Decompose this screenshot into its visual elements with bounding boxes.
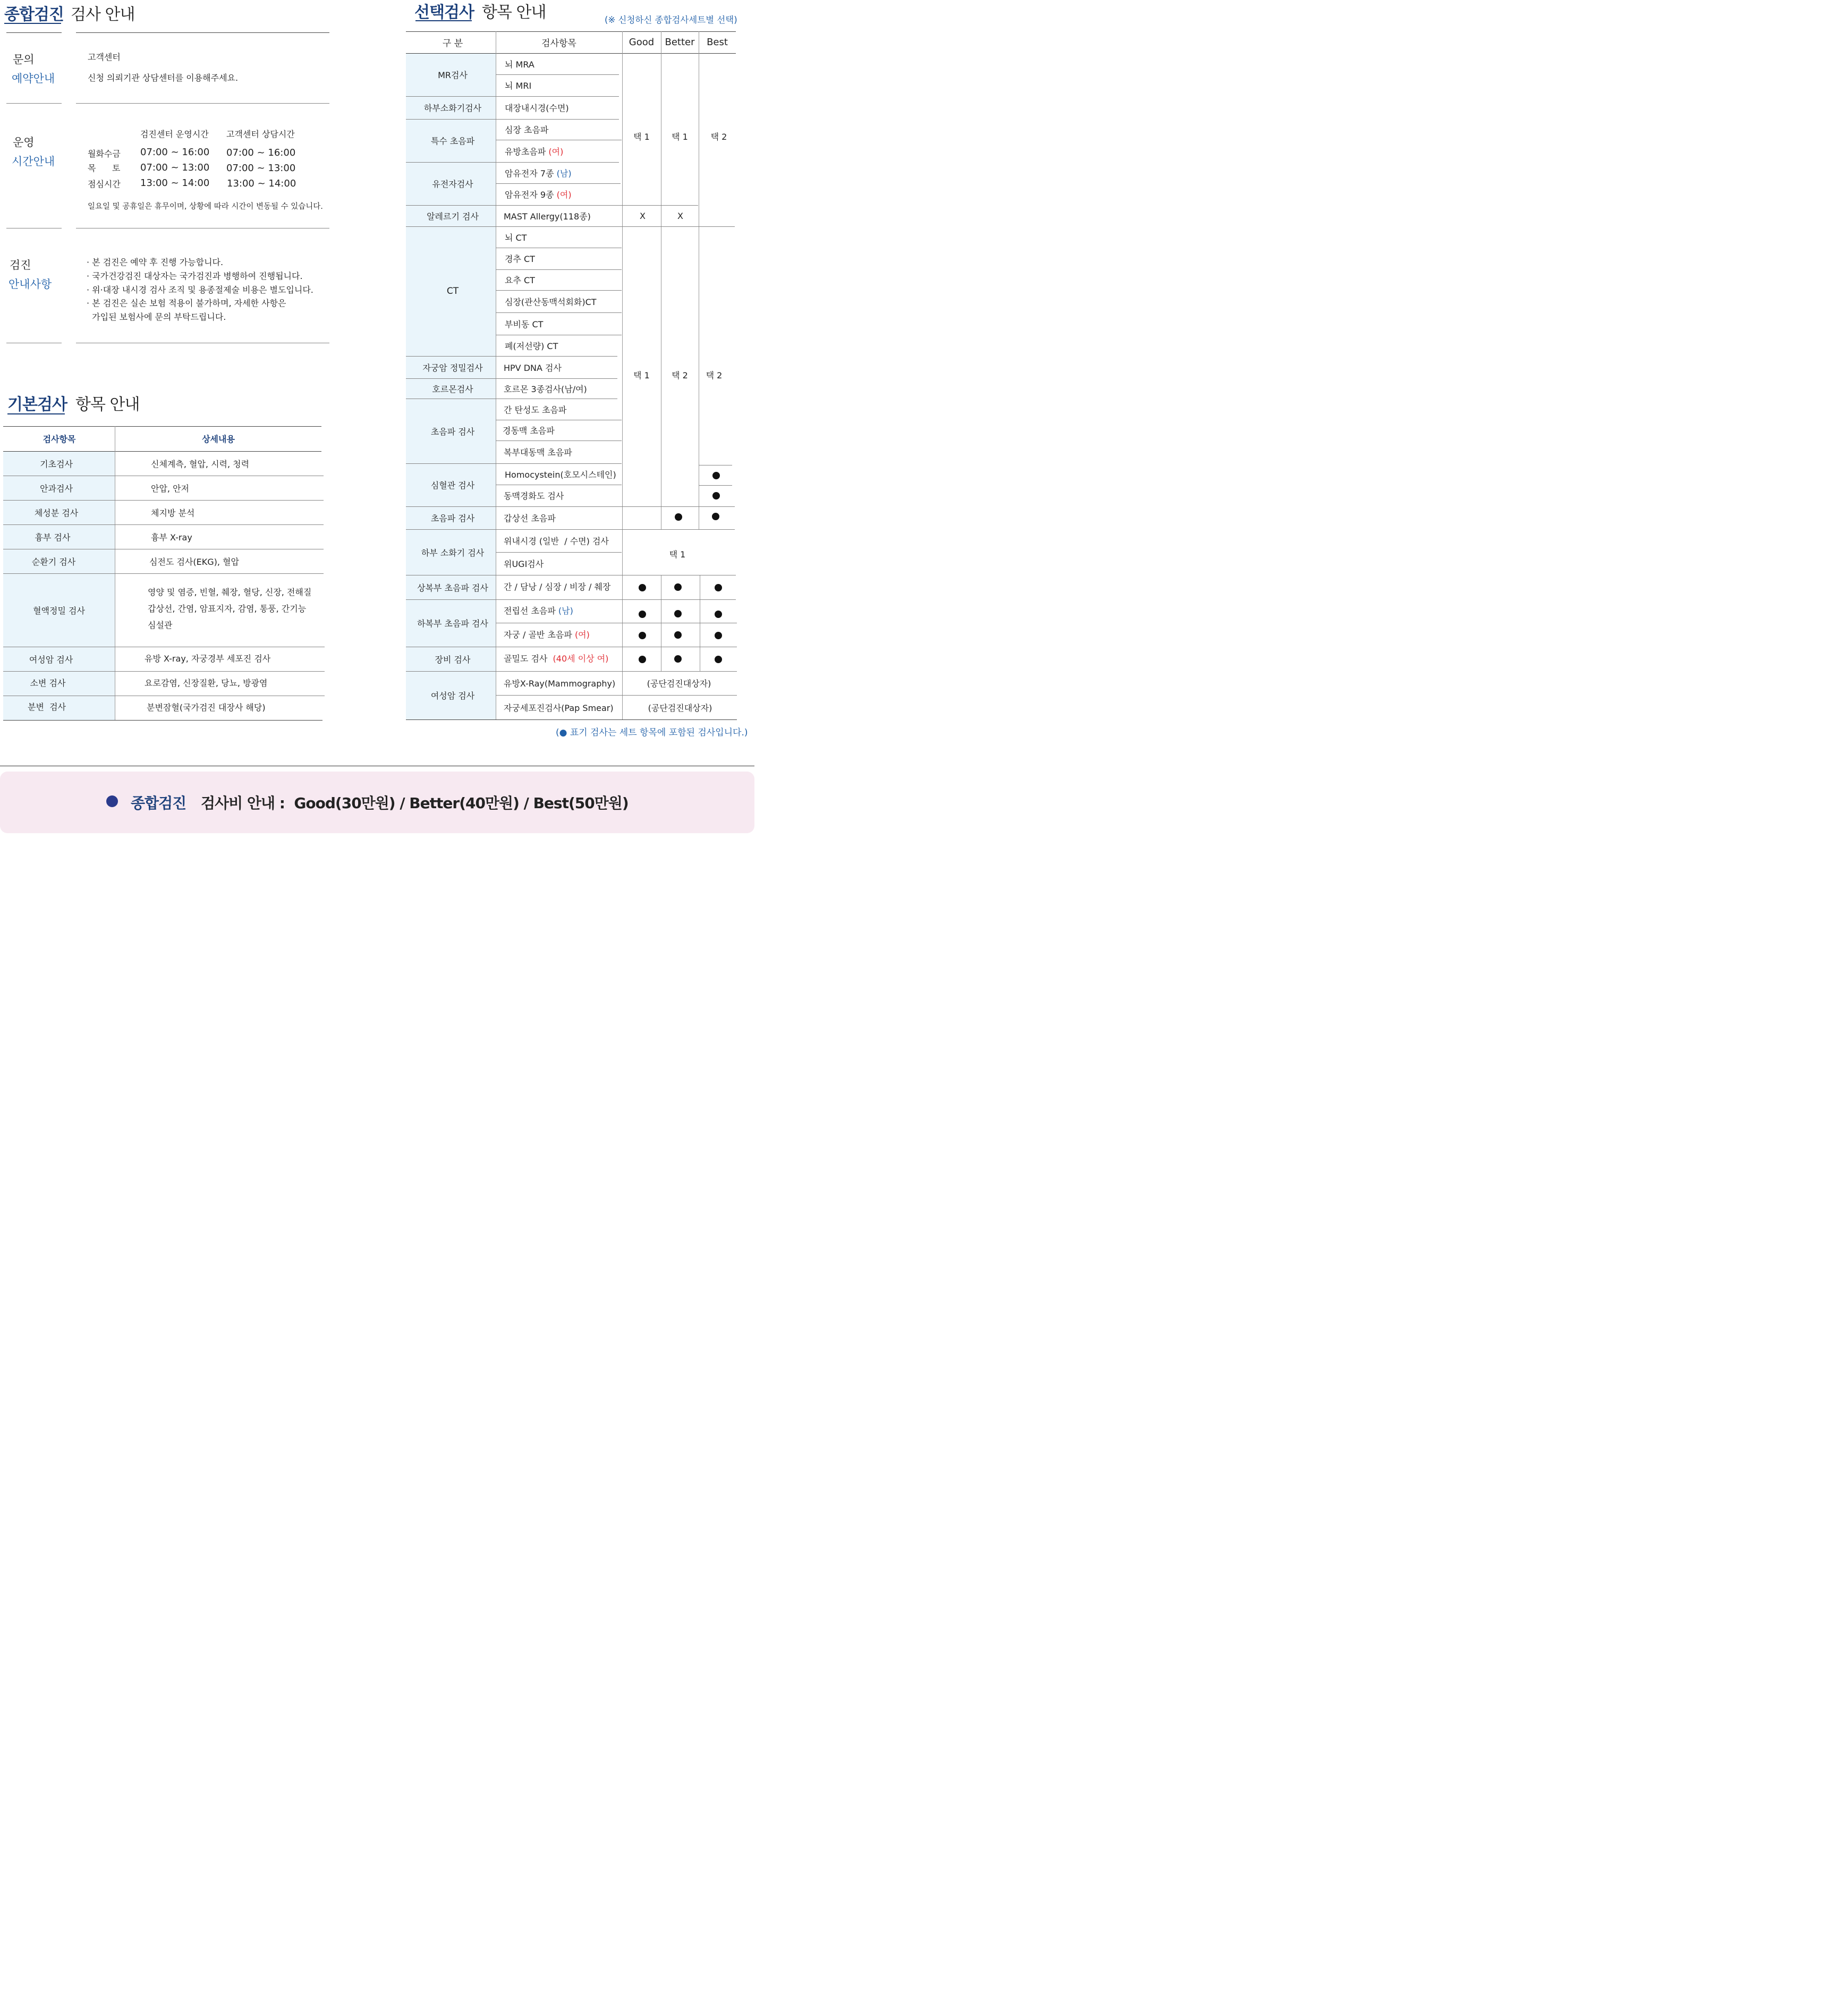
hours-value: 07:00 ~ 13:00 <box>140 162 210 173</box>
footer-title: 종합검진 <box>131 794 186 812</box>
optional-item <box>504 599 573 621</box>
hours-day: 점심시간 <box>88 179 121 189</box>
choice-good: 택 1 <box>633 131 650 142</box>
optional-item <box>505 162 572 183</box>
optional-category: 하부소화기검사 <box>423 103 482 113</box>
choice-public: (공단검진대상자) <box>647 679 711 689</box>
table-rule <box>699 485 732 486</box>
basic-row-detail: 심설관 <box>148 620 173 630</box>
included-dot <box>674 583 682 591</box>
age-tag: (40세 이상 여) <box>553 653 609 664</box>
choice-all: 택 1 <box>669 549 686 560</box>
included-dot <box>715 611 722 618</box>
optional-category: MR검사 <box>438 70 468 80</box>
included-dot <box>674 610 682 617</box>
included-dot <box>674 631 682 639</box>
included-dot <box>715 584 722 591</box>
included-dot <box>674 655 682 663</box>
gender-tag: (여) <box>574 629 590 640</box>
optional-item: 간 탄성도 초음파 <box>504 404 567 415</box>
hours-col-1: 검진센터 운영시간 <box>140 129 209 139</box>
optional-item: 폐(저선량) CT <box>505 341 558 351</box>
notice-line: · 위·대장 내시경 검사 조직 및 용종절제술 비용은 별도입니다. <box>87 285 313 295</box>
included-dot <box>675 513 682 521</box>
divider <box>76 103 329 104</box>
optional-item: 경동맥 초음파 <box>503 426 555 436</box>
optional-subtitle: 항목 안내 <box>482 3 546 22</box>
inquiry-label-2: 예약안내 <box>12 72 55 85</box>
choice-best: 택 2 <box>706 370 723 380</box>
optional-category: 하부 소화기 검사 <box>421 547 485 558</box>
optional-category: 특수 초음파 <box>430 136 475 146</box>
optional-item: 경추 CT <box>505 254 535 264</box>
optional-item-text: 암유전자 7종 <box>505 168 554 179</box>
optional-category: 호르몬검사 <box>432 384 473 394</box>
included-dot <box>715 656 722 663</box>
table-rule <box>3 720 322 721</box>
optional-item: 부비동 CT <box>505 319 544 329</box>
optional-legend: (● 표기 검사는 세트 항목에 포함된 검사입니다.) <box>556 727 748 738</box>
optional-item-text: 유방초음파 <box>505 146 546 157</box>
optional-item-text: 암유전자 9종 <box>505 190 554 200</box>
notice-line: · 국가건강검진 대상자는 국가검진과 병행하여 진행됩니다. <box>87 271 303 281</box>
optional-category: 초음파 검사 <box>430 513 475 523</box>
gender-tag: (여) <box>556 190 572 200</box>
optional-item: 뇌 MRA <box>505 59 534 70</box>
basic-row-name: 체성분 검사 <box>34 507 79 518</box>
optional-item: 위내시경 (일반 / 수면) 검사 <box>504 536 609 546</box>
included-dot <box>639 584 646 591</box>
basic-header-item: 검사항목 <box>43 434 76 444</box>
optional-category: CT <box>446 286 459 297</box>
optional-item: 대장내시경(수면) <box>505 103 569 113</box>
basic-row-name: 순환기 검사 <box>31 556 76 567</box>
divider <box>6 32 62 33</box>
table-rule <box>406 719 737 720</box>
basic-row-detail: 영양 및 염증, 빈혈, 췌장, 혈당, 신장, 전해질 <box>148 587 312 597</box>
notice-label-2: 안내사항 <box>9 278 52 291</box>
choice-public: (공단검진대상자) <box>648 702 712 713</box>
optional-category: 여성암 검사 <box>430 691 475 701</box>
optional-item: Homocystein(호모시스테인) <box>505 469 616 480</box>
choice-better: X <box>677 210 683 221</box>
basic-row-detail: 흉부 X-ray <box>151 532 192 543</box>
inquiry-heading: 고객센터 <box>88 52 121 62</box>
optional-item: 위UGI검사 <box>504 559 544 569</box>
optional-item-text: 골밀도 검사 <box>504 653 548 664</box>
guide-title: 종합검진 <box>4 5 64 24</box>
optional-category: 상복부 초음파 검사 <box>417 582 488 593</box>
optional-item: 갑상선 초음파 <box>504 513 556 523</box>
price-banner <box>0 772 754 833</box>
optional-category: 심혈관 검사 <box>430 480 475 490</box>
choice-best: 택 2 <box>710 131 727 142</box>
basic-title-underline <box>7 413 65 414</box>
inquiry-text: 신청 의뢰기관 상담센터를 이용해주세요. <box>88 73 239 83</box>
optional-header-category: 구 분 <box>442 38 463 49</box>
basic-row-detail: 신체계측, 혈압, 시력, 청력 <box>151 459 250 469</box>
footer-price-text: 검사비 안내 : Good(30만원) / Better(40만원) / Best(50만원) <box>201 794 629 812</box>
choice-good: X <box>640 210 646 221</box>
basic-row-name: 안과검사 <box>40 483 73 494</box>
optional-title: 선택검사 <box>414 3 474 22</box>
optional-item: 심장(관산동맥석회화)CT <box>505 297 597 307</box>
hours-value: 13:00 ~ 14:00 <box>227 178 296 189</box>
basic-title: 기본검사 <box>7 395 67 414</box>
hours-value: 13:00 ~ 14:00 <box>140 177 210 189</box>
inquiry-label-1: 문의 <box>13 53 35 66</box>
basic-row-detail: 분변잠혈(국가검진 대장사 해당) <box>147 702 266 713</box>
optional-category: 자궁암 정밀검사 <box>422 362 483 373</box>
hours-col-2: 고객센터 상담시간 <box>226 129 295 139</box>
included-dot <box>712 472 720 479</box>
basic-row-detail: 체지방 분석 <box>151 507 195 518</box>
hours-day: 목 토 <box>88 163 121 173</box>
optional-header-better: Better <box>665 37 695 48</box>
notice-line: · 본 검진은 예약 후 진행 가능합니다. <box>87 257 224 267</box>
notice-line: · 본 검진은 실손 보험 적용이 불가하며, 자세한 사항은 <box>87 298 286 308</box>
hours-note: 일요일 및 공휴일은 휴무이며, 상황에 따라 시간이 변동될 수 있습니다. <box>88 202 323 211</box>
optional-item: 호르몬 3종검사(남/여) <box>504 384 587 394</box>
bullet-icon <box>106 795 118 807</box>
basic-row-detail: 심전도 검사(EKG), 혈압 <box>149 556 239 567</box>
hours-value: 07:00 ~ 16:00 <box>226 147 296 158</box>
optional-header-good: Good <box>629 37 655 48</box>
hours-value: 07:00 ~ 13:00 <box>226 163 296 174</box>
optional-item: 유방X-Ray(Mammography) <box>504 679 616 689</box>
hours-value: 07:00 ~ 16:00 <box>140 147 210 158</box>
basic-row-name: 분변 검사 <box>28 701 66 712</box>
gender-tag: (남) <box>556 168 572 179</box>
included-dot <box>712 492 720 499</box>
basic-row-detail: 안압, 안저 <box>151 483 189 494</box>
optional-category: 장비 검사 <box>435 654 471 665</box>
optional-title-underline <box>415 20 472 21</box>
included-dot <box>639 656 646 663</box>
optional-item: 뇌 MRI <box>505 81 532 91</box>
optional-item: 자궁세포진검사(Pap Smear) <box>504 702 614 713</box>
included-dot <box>712 513 719 520</box>
optional-item <box>504 647 608 669</box>
guide-subtitle: 검사 안내 <box>71 5 135 24</box>
optional-item: MAST Allergy(118종) <box>504 211 591 222</box>
optional-item <box>505 140 563 162</box>
hours-label-2: 시간안내 <box>12 155 55 168</box>
optional-note: (※ 신청하신 종합검사세트별 선택) <box>605 15 737 25</box>
optional-item <box>505 183 572 205</box>
notice-label-1: 검진 <box>10 259 31 272</box>
gender-tag: (남) <box>558 605 573 616</box>
basic-row-detail: 요로감염, 신장질환, 당뇨, 방광염 <box>145 677 268 688</box>
basic-row-name: 기초검사 <box>40 459 73 469</box>
divider <box>6 103 62 104</box>
optional-item: 뇌 CT <box>505 232 527 243</box>
optional-category: 알레르기 검사 <box>427 211 479 222</box>
optional-category: 하복부 초음파 검사 <box>417 619 488 629</box>
choice-good: 택 1 <box>633 370 650 380</box>
basic-row-name: 혈액정밀 검사 <box>33 605 85 616</box>
notice-line: 가입된 보험사에 문의 부탁드립니다. <box>87 312 226 322</box>
gender-tag: (여) <box>548 146 564 157</box>
included-dot <box>639 611 646 618</box>
basic-row-name: 소변 검사 <box>30 677 66 688</box>
included-dot <box>715 632 722 639</box>
optional-item: 동맥경화도 검사 <box>504 491 564 501</box>
choice-better: 택 1 <box>672 131 688 142</box>
hours-label-1: 운영 <box>13 136 35 149</box>
basic-subtitle: 항목 안내 <box>75 395 140 414</box>
optional-header-best: Best <box>707 37 728 48</box>
basic-header-detail: 상세내용 <box>202 434 235 444</box>
basic-row-detail: 유방 X-ray, 자궁경부 세포진 검사 <box>145 653 271 664</box>
optional-item: 요추 CT <box>505 275 535 285</box>
basic-row-name: 흉부 검사 <box>35 532 71 543</box>
hours-day: 월화수금 <box>88 149 121 159</box>
optional-item: 심장 초음파 <box>505 125 549 135</box>
divider <box>76 32 329 33</box>
optional-header-item: 검사항목 <box>541 38 576 49</box>
guide-title-underline <box>4 23 61 24</box>
choice-better: 택 2 <box>672 370 688 380</box>
optional-item-text: 전립선 초음파 <box>504 605 556 616</box>
optional-category: 유전자검사 <box>432 179 473 189</box>
optional-item: 복부대동맥 초음파 <box>504 447 572 458</box>
optional-item-text: 자궁 / 골반 초음파 <box>504 629 572 640</box>
optional-item: 간 / 담낭 / 심장 / 비장 / 췌장 <box>504 581 611 592</box>
basic-row-name: 여성암 검사 <box>29 654 73 665</box>
optional-item: HPV DNA 검사 <box>504 362 562 373</box>
optional-item <box>504 623 590 645</box>
basic-row-detail: 갑상선, 간염, 암표지자, 감염, 통풍, 간기능 <box>148 604 307 614</box>
included-dot <box>639 632 646 639</box>
optional-category: 초음파 검사 <box>430 426 475 437</box>
